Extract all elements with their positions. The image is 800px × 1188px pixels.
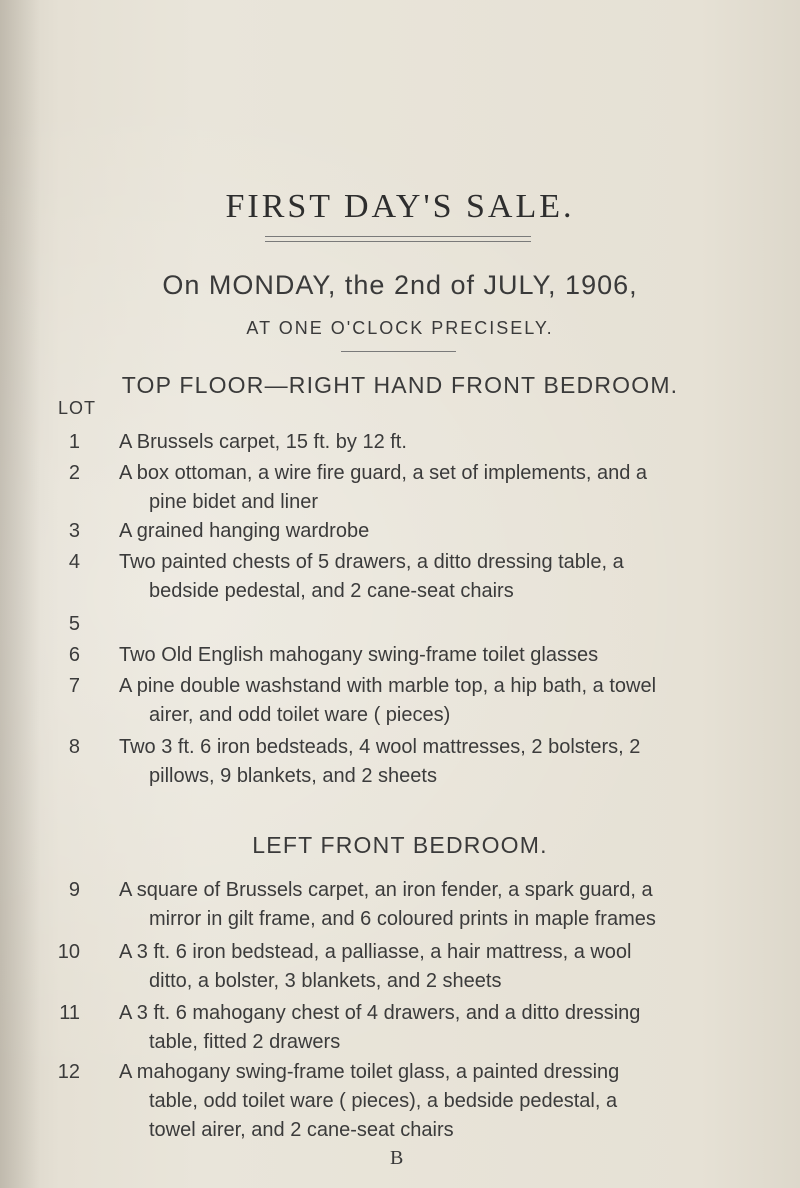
lot-description: A square of Brussels carpet, an iron fender, a spark guard, a mirror in gilt frame, and 6 coloured prints in maple frames [119, 879, 656, 930]
section-heading-top-floor: TOP FLOOR—RIGHT HAND FRONT BEDROOM. [121, 372, 679, 398]
sale-time: AT ONE O'CLOCK PRECISELY. [246, 318, 554, 338]
lot-description: A Brussels carpet, 15 ft. by 12 ft. [119, 431, 407, 453]
title-double-rule-bottom [265, 241, 531, 242]
lot-column-label: LOT [58, 398, 97, 418]
title-double-rule-top [265, 236, 531, 237]
lot-number: 6 [68, 644, 80, 666]
lot-description: Two painted chests of 5 drawers, a ditto dressing table, a bedside pedestal, and 2 cane-seat chairs [119, 551, 624, 602]
lot-number: 11 [59, 1002, 80, 1024]
page-edge-shadow [0, 0, 40, 1188]
lot-description: A grained hanging wardrobe [119, 520, 370, 542]
section-heading-left-front: LEFT FRONT BEDROOM. [252, 832, 548, 858]
lot-description: Two Old English mahogany swing-frame toilet glasses [119, 644, 599, 666]
lot-number: 1 [68, 431, 80, 453]
lot-description: A mahogany swing-frame toilet glass, a painted dressing table, odd toilet ware ( pieces), a bedside pedestal, a towel airer, and 2 cane-seat chairs [119, 1061, 620, 1141]
time-rule [341, 351, 456, 352]
lot-description: A 3 ft. 6 iron bedstead, a palliasse, a hair mattress, a wool ditto, a bolster, 3 blankets, and 2 sheets [119, 941, 632, 992]
lot-number: 3 [68, 520, 80, 542]
lot-number: 5 [68, 613, 80, 635]
lot-description: Two 3 ft. 6 iron bedsteads, 4 wool mattresses, 2 bolsters, 2 pillows, 9 blankets, and 2 sheets [119, 736, 641, 787]
lot-number: 4 [68, 551, 80, 573]
sale-title: FIRST DAY'S SALE. [225, 188, 575, 225]
lot-number: 7 [68, 675, 80, 697]
lot-description: A box ottoman, a wire fire guard, a set of implements, and a pine bidet and liner [119, 462, 648, 513]
lot-number: 2 [68, 462, 80, 484]
lot-description: A 3 ft. 6 mahogany chest of 4 drawers, and a ditto dressing table, fitted 2 drawers [119, 1002, 641, 1053]
page-signature-letter: B [390, 1147, 404, 1169]
lot-number: 8 [68, 736, 80, 758]
sale-date: On MONDAY, the 2nd of JULY, 1906, [162, 270, 638, 300]
lot-number: 10 [57, 941, 80, 963]
lot-number: 9 [68, 879, 80, 901]
lot-description: A pine double washstand with marble top, a hip bath, a towel airer, and odd toilet ware ( pieces) [119, 675, 657, 726]
lot-number: 12 [57, 1061, 80, 1083]
